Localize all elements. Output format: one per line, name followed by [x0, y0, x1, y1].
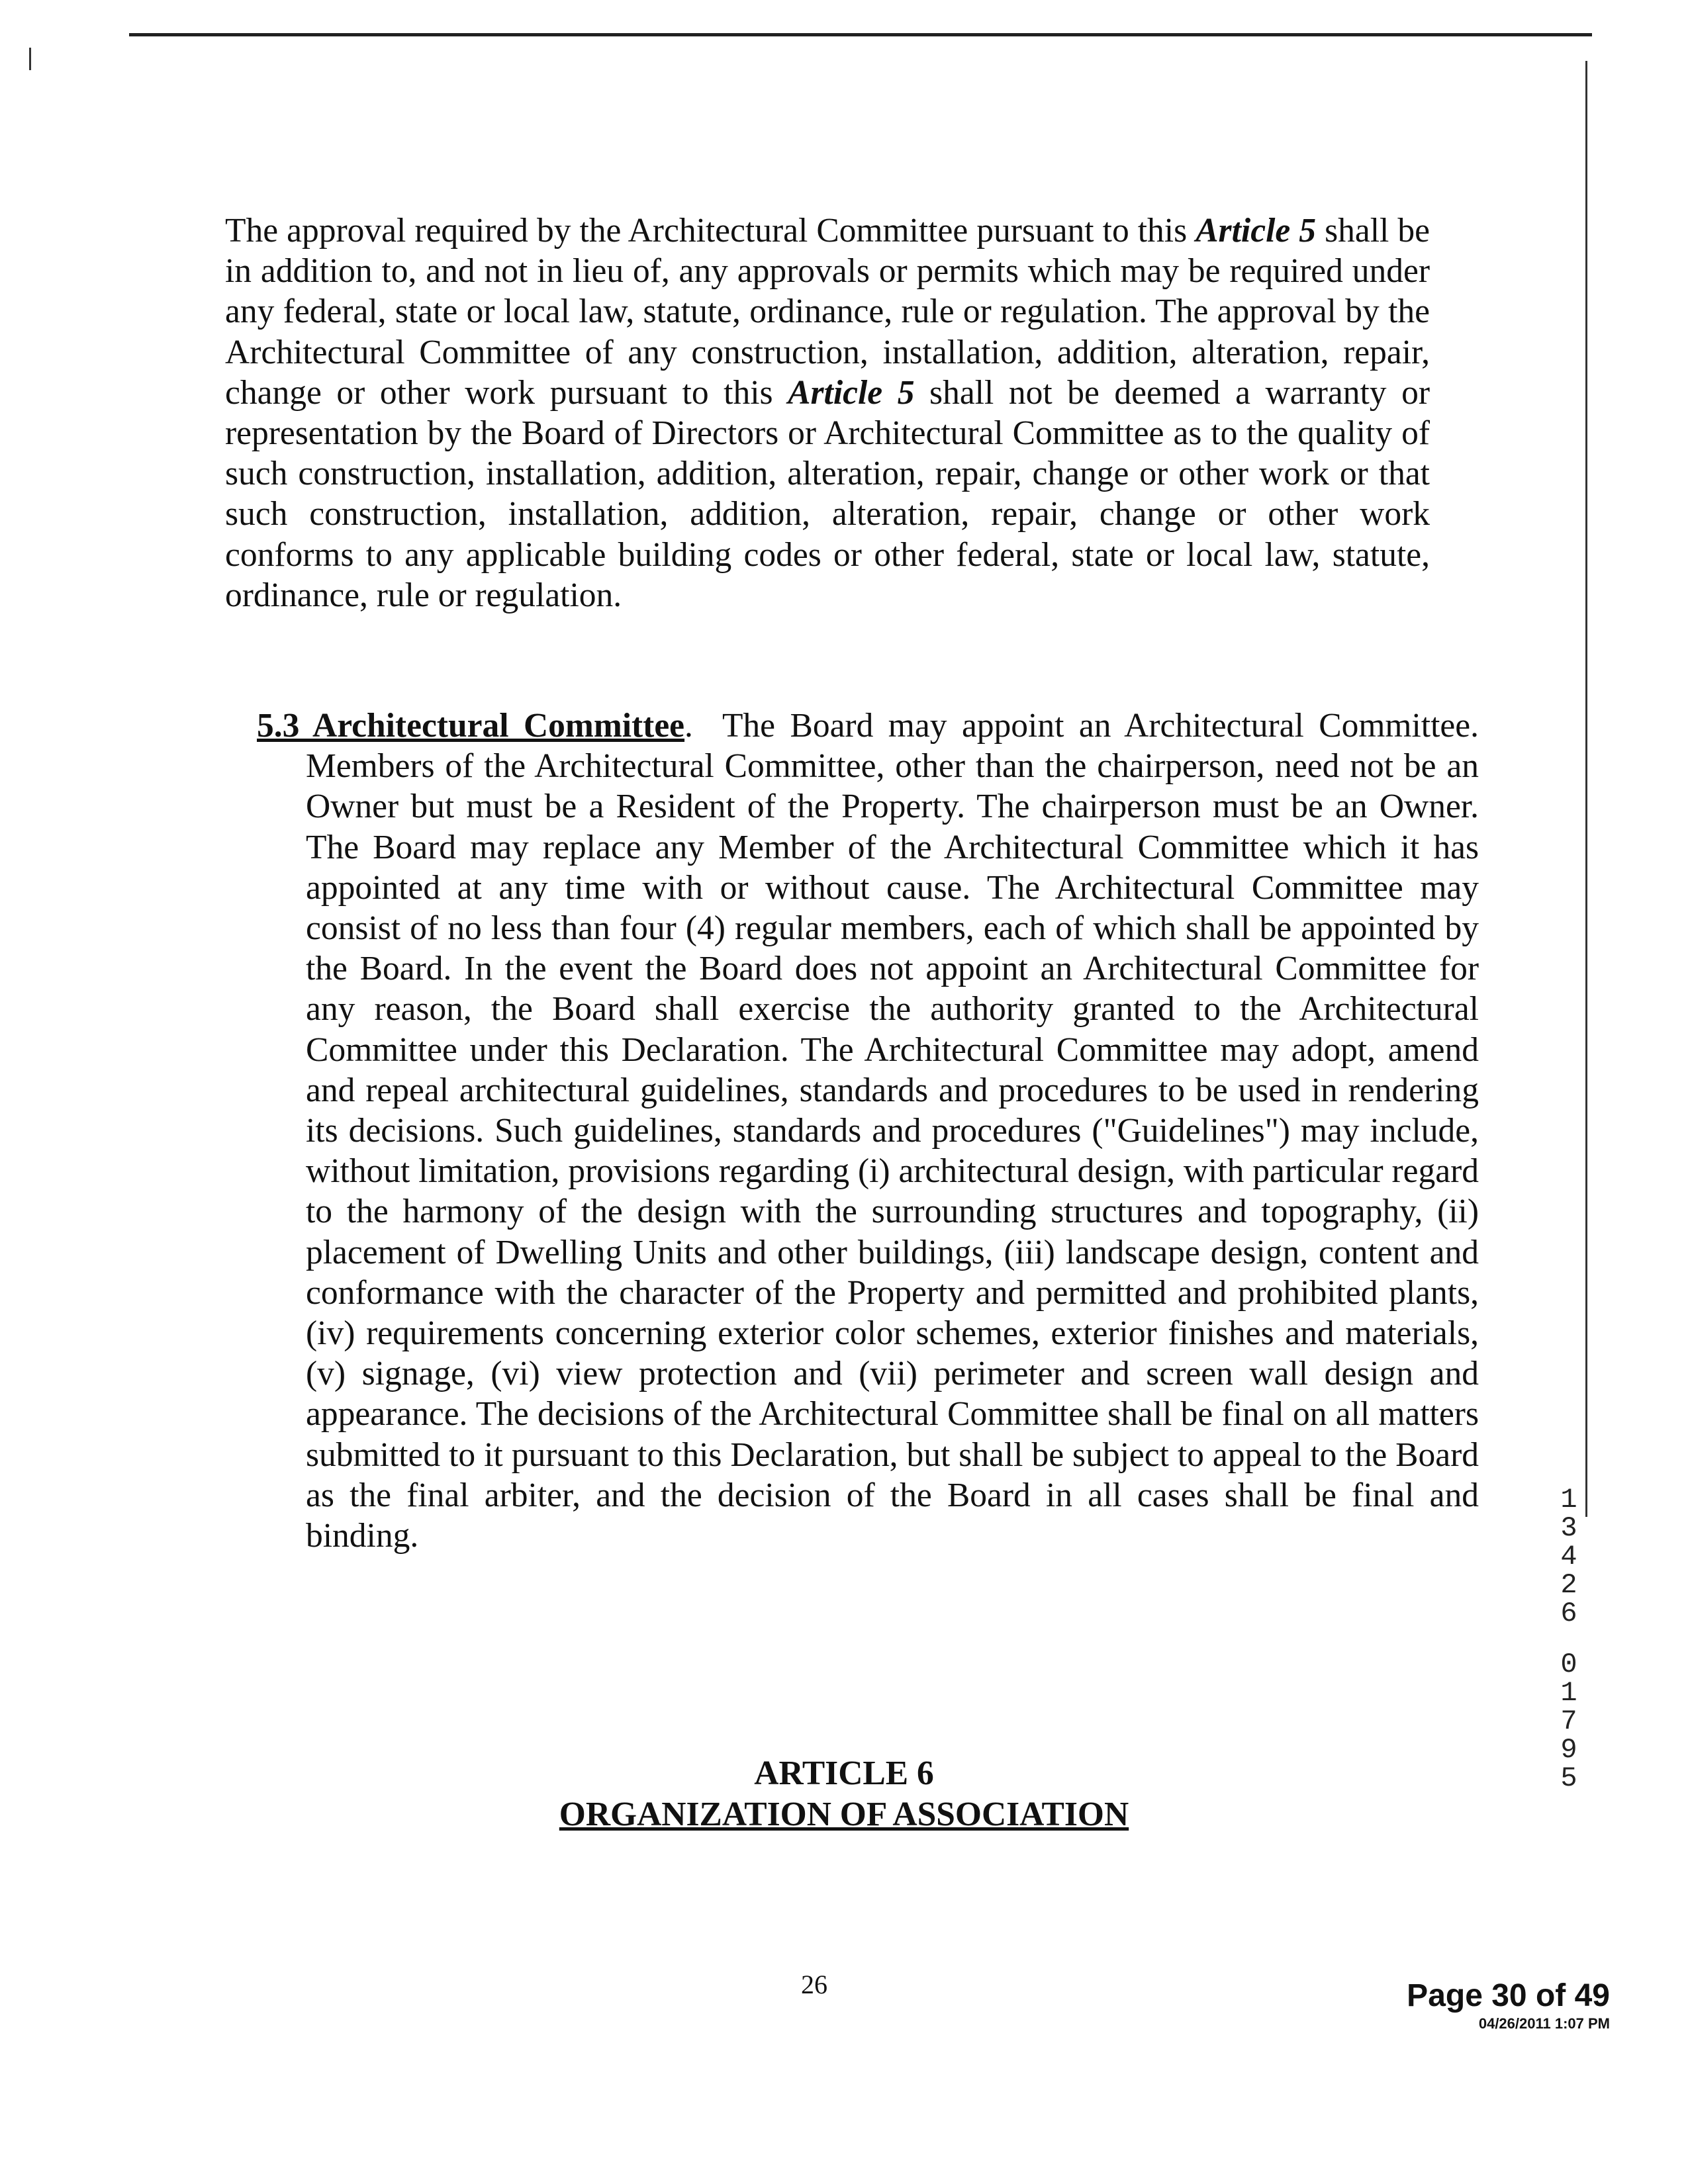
stamp-digit: 6 [1560, 1598, 1577, 1629]
stamp-digit: 9 [1560, 1734, 1577, 1766]
article-number: ARTICLE 6 [754, 1754, 934, 1792]
stamp-digit: 7 [1560, 1706, 1577, 1737]
section-body: The Board may appoint an Architectural Committee. Members of the Architectural Committee, other than the chairperson, need not be an Owner but must be a Resident of the Property. The chairperson must be an Owner. The Board may replace any Member of the Architectural Committee which it has appointed at any time with or without cause. The Architectural Committee may consist of no less than four (4) regular members, each of which shall be appointed by the Board. In the event the Board does not appoint an Architectural Committee for any reason, the Board shall exercise the authority granted to the Architectural Committee under this Declaration. The Architectural Committee may adopt, amend and repeal architectural guidelines, standards and procedures to be used in rendering its decisions. Such guidelines, standards and procedures ("Guidelines") may include, without limitation, provisions regarding (i) architectural design, with particular regard to the harmony of the design with the surrounding structures and topography, (ii) placement of Dwelling Units and other buildings, (iii) landscape design, content and conformance with the character of the Property and permitted and prohibited plants, (iv) requirements concerning exterior color schemes, exterior finishes and materials, (v) signage, (vi) view protection and (vii) perimeter and screen wall design and appearance. The decisions of the Architectural Committee shall be final on all matters submitted to it pursuant to this Declaration, but shall be subject to appeal to the Board as the final arbiter, and the decision of the Board in all cases shall be final and binding. [306, 707, 1479, 1555]
date-stamp: 04/26/2011 1:07 PM [1478, 2015, 1610, 2032]
top-rule [129, 33, 1592, 36]
stamp-digit: 2 [1560, 1569, 1577, 1601]
article-reference: Article 5 [1196, 212, 1317, 250]
paragraph-text-1: The approval required by the Architectural Committee pursuant to this [225, 212, 1196, 250]
scan-right-rule [1585, 61, 1587, 1517]
scan-edge-mark [29, 48, 31, 70]
stamp-digit: 0 [1560, 1649, 1577, 1680]
paragraph-approval [225, 210, 1430, 615]
section-5-3 [257, 705, 1479, 1556]
stamp-digit: 1 [1560, 1484, 1577, 1516]
stamp-digit: 3 [1560, 1512, 1577, 1544]
paragraph-text-3: shall not be deemed a warranty or representation by the Board of Directors or Architectural Committee as to the quality of such construction, installation, addition, alteration, repair, change or other work or that such construction, installation, addition, alteration, repair, change or other work conforms to any applicable building codes or other federal, state or local law, statute, ordinance, rule or regulation. [225, 373, 1430, 614]
stamp-digit: 1 [1560, 1677, 1577, 1709]
paragraph-text-2: shall be in addition to, and not in lieu of, any approvals or permits which may be required under any federal, state or local law, statute, ordinance, rule or regulation. The approval by the Architectural Committee of any construction, installation, addition, alteration, repair, change or other work pursuant to this [225, 212, 1430, 412]
stamp-digit: 4 [1560, 1541, 1577, 1572]
section-heading-punct: . [684, 707, 693, 745]
article-title: ORGANIZATION OF ASSOCIATION [559, 1796, 1129, 1833]
vertical-document-number [1552, 1486, 1585, 1793]
page-count-stamp: Page 30 of 49 [1407, 1978, 1610, 2013]
stamp-digit: 5 [1560, 1762, 1577, 1794]
page-number: 26 [801, 1970, 827, 1999]
stamp-gap [1552, 1628, 1585, 1651]
article-reference: Article 5 [788, 373, 915, 412]
section-heading: 5.3 Architectural Committee [257, 707, 685, 745]
